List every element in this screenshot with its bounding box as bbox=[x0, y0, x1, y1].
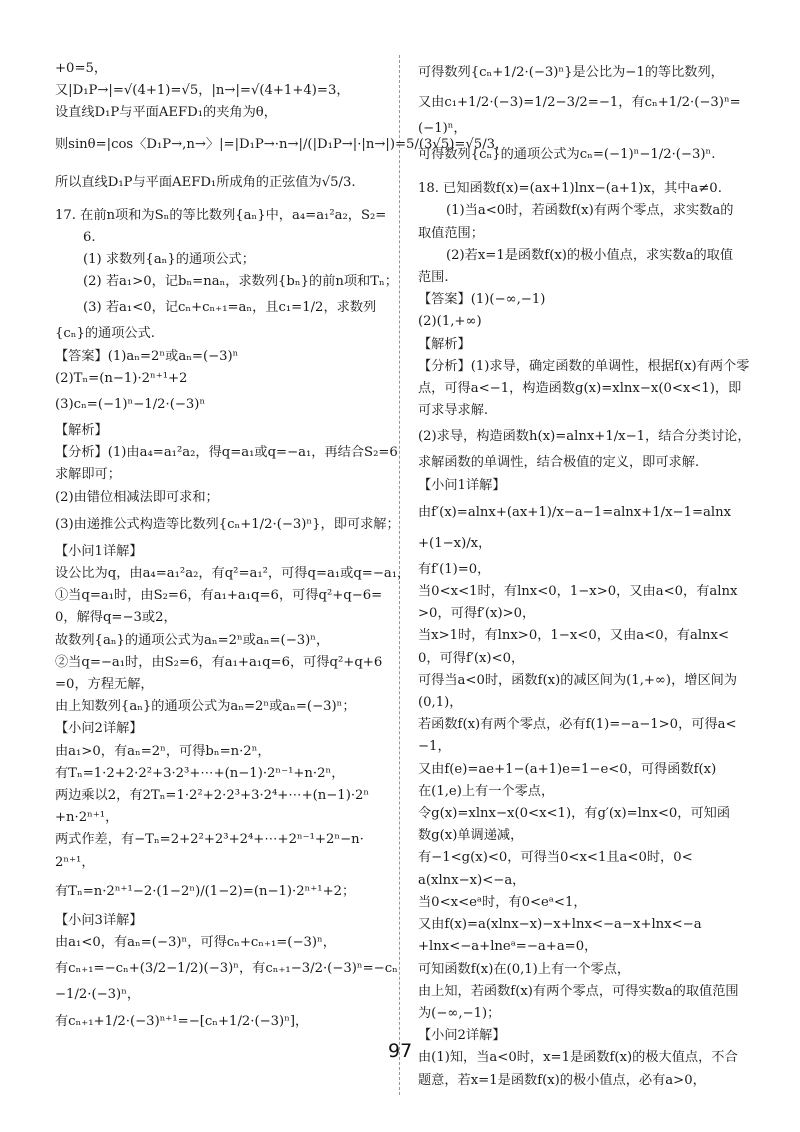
text-line: 【分析】(1)由a₄=a₁²a₂，得q=a₁或q=−a₁，再结合S₂=6 bbox=[55, 445, 398, 461]
text-line: 求解函数的单调性，结合极值的定义，即可求解. bbox=[418, 455, 700, 471]
text-line: 当0<x<eᵃ时，有0<eᵃ<1， bbox=[418, 894, 587, 910]
text-line: 可求导求解. bbox=[418, 403, 489, 419]
text-line: 又由c₁+1/2·(−3)=1/2−3/2=−1，有cₙ+1/2·(−3)ⁿ= bbox=[418, 95, 741, 110]
text-line: (3)cₙ=(−1)ⁿ−1/2·(−3)ⁿ bbox=[55, 397, 206, 413]
text-line: +lnx<−a+lneᵃ=−a+a=0， bbox=[418, 939, 598, 955]
text-line: =0，方程无解， bbox=[55, 677, 154, 693]
text-line: +0=5， bbox=[55, 61, 108, 76]
text-line: 当0<x<1时，有lnx<0，1−x>0，又由a<0，有alnx bbox=[418, 584, 738, 600]
right-column bbox=[418, 58, 768, 1092]
text-line: 两边乘以2，有2Tₙ=1·2²+2·2³+3·2⁴+⋯+(n−1)·2ⁿ bbox=[55, 788, 370, 804]
text-line: 由上知，若函数f(x)有两个零点，可得实数a的取值范围 bbox=[418, 983, 739, 999]
section-label: 【小问1详解】 bbox=[55, 543, 143, 559]
text-line: (2)Tₙ=(n−1)·2ⁿ⁺¹+2 bbox=[55, 370, 188, 386]
text-line: 若函数f(x)有两个零点，必有f(1)=−a−1>0，可得a< bbox=[418, 717, 737, 733]
text-line: 在(1,e)上有一个零点， bbox=[418, 783, 555, 799]
text-line: 0，解得q=−3或2， bbox=[55, 610, 177, 626]
text-line: −1， bbox=[418, 739, 451, 755]
formula-line: 有cₙ₊₁=−cₙ+(3/2−1/2)(−3)ⁿ，有cₙ₊₁−3/2·(−3)ⁿ=−cₙ bbox=[55, 961, 398, 977]
text-line: 由上知数列{aₙ}的通项公式为aₙ=2ⁿ或aₙ=(−3)ⁿ； bbox=[55, 699, 356, 715]
text-line: 取值范围； bbox=[418, 225, 484, 241]
text-line: 求解即可； bbox=[55, 467, 121, 483]
text-line: 设公比为q，由a₄=a₁²a₂，有q²=a₁²，可得q=a₁或q=−a₁， bbox=[55, 566, 411, 582]
text-line: (1)当a<0时，若函数f(x)有两个零点，求实数a的 bbox=[446, 203, 734, 219]
text-line: 又由f(x)=a(xlnx−x)−x+lnx<−a−x+lnx<−a bbox=[418, 917, 702, 933]
text-line: (−1)ⁿ， bbox=[418, 121, 467, 136]
page-number: 97 bbox=[388, 1040, 413, 1062]
text-line: 为(−∞,−1)； bbox=[418, 1005, 501, 1021]
text-line: (2)求导，构造函数h(x)=alnx+1/x−1，结合分类讨论， bbox=[418, 429, 751, 445]
text-line: ①当q=a₁时，由S₂=6，有a₁+a₁q=6，可得q²+q−6= bbox=[55, 588, 383, 604]
text-line: ②当q=−a₁时，由S₂=6，有a₁+a₁q=6，可得q²+q+6 bbox=[55, 654, 383, 670]
text-line: 可得当a<0时，函数f(x)的减区间为(1,+∞)，增区间为 bbox=[418, 672, 738, 688]
text-line: (2)(1,+∞) bbox=[418, 314, 482, 330]
formula-line: 有Tₙ=n·2ⁿ⁺¹−2·(1−2ⁿ)/(1−2)=(n−1)·2ⁿ⁺¹+2； bbox=[55, 883, 356, 899]
text-line: (3) 若a₁<0，记cₙ+cₙ₊₁=aₙ，且c₁=1/2，求数列 bbox=[83, 300, 377, 316]
text-line: 令g(x)=xlnx−x(0<x<1)，有g′(x)=lnx<0，可知函 bbox=[418, 806, 731, 822]
text-line: >0，可得f′(x)>0， bbox=[418, 606, 536, 622]
text-line: (3)由递推公式构造等比数列{cₙ+1/2·(−3)ⁿ}，即可求解； bbox=[55, 516, 400, 532]
text-line: 两式作差，有−Tₙ=2+2²+2³+2⁴+⋯+2ⁿ⁻¹+2ⁿ−n· bbox=[55, 832, 364, 848]
text-line: 设直线D₁P与平面AEFD₁的夹角为θ， bbox=[55, 105, 277, 121]
text-line: 有−1<g(x)<0，可得当0<x<1且a<0时，0< bbox=[418, 850, 693, 866]
text-line: 又|D₁P→|=√(4+1)=√5，|n→|=√(4+1+4)=3， bbox=[55, 83, 350, 99]
text-line: 范围. bbox=[418, 270, 449, 286]
section-label: 【小问2详解】 bbox=[55, 721, 143, 737]
text-line: 当x>1时，有lnx>0，1−x<0，又由a<0，有alnx< bbox=[418, 628, 730, 644]
answer-label: 【答案】(1)aₙ=2ⁿ或aₙ=(−3)ⁿ bbox=[55, 348, 239, 364]
text-line: 有f′(1)=0， bbox=[418, 561, 491, 577]
problem-17-title: 17. 在前n项和为Sₙ的等比数列{aₙ}中，a₄=a₁²a₂，S₂= bbox=[55, 207, 387, 223]
text-line: 由(1)知，当a<0时，x=1是函数f(x)的极大值点，不合 bbox=[418, 1050, 738, 1066]
answer-label: 【答案】(1)(−∞,−1) bbox=[418, 292, 546, 308]
section-label: 【小问3详解】 bbox=[55, 912, 143, 928]
text-line: 可得数列{cₙ+1/2·(−3)ⁿ}是公比为−1的等比数列， bbox=[418, 65, 724, 80]
text-line: (1) 求数列{aₙ}的通项公式； bbox=[83, 252, 255, 268]
formula-line: 则sinθ=|cos〈D₁P→,n→〉|=|D₁P→·n→|/(|D₁P→|·|n→|)=5/(3√5)=√5/3， bbox=[55, 136, 509, 152]
problem-18-title: 18. 已知函数f(x)=(ax+1)lnx−(a+1)x，其中a≠0. bbox=[418, 181, 722, 197]
text-line: (2)若x=1是函数f(x)的极小值点，求实数a的取值 bbox=[446, 247, 734, 263]
text-line: (0,1)， bbox=[418, 695, 463, 711]
text-line: (2)由错位相减法即可求和； bbox=[55, 489, 219, 505]
formula-line: 有cₙ₊₁+1/2·(−3)ⁿ⁺¹=−[cₙ+1/2·(−3)ⁿ]， bbox=[55, 1013, 309, 1029]
text-line: 0，可得f′(x)<0， bbox=[418, 650, 525, 666]
text-line: 点，可得a<−1，构造函数g(x)=xlnx−x(0<x<1)，即 bbox=[418, 381, 742, 397]
analysis-label: 【解析】 bbox=[55, 423, 108, 439]
text-line: 故数列{aₙ}的通项公式为aₙ=2ⁿ或aₙ=(−3)ⁿ， bbox=[55, 632, 330, 648]
text-line: (2) 若a₁>0，记bₙ=naₙ，求数列{bₙ}的前n项和Tₙ； bbox=[83, 274, 398, 290]
text-line: 有Tₙ=1·2+2·2²+3·2³+⋯+(n−1)·2ⁿ⁻¹+n·2ⁿ， bbox=[55, 765, 345, 781]
text-line: 6. bbox=[83, 229, 96, 245]
text-line: 可得数列{cₙ}的通项公式为cₙ=(−1)ⁿ−1/2·(−3)ⁿ. bbox=[418, 147, 716, 163]
section-label: 【小问2详解】 bbox=[418, 1028, 506, 1044]
section-label: 【小问1详解】 bbox=[418, 477, 506, 493]
text-line: 数g(x)单调递减， bbox=[418, 828, 524, 844]
formula-line: +(1−x)/x， bbox=[418, 535, 492, 551]
text-line: 题意，若x=1是函数f(x)的极小值点，必有a>0， bbox=[418, 1072, 706, 1088]
analysis-label: 【解析】 bbox=[418, 336, 471, 352]
text-line: +n·2ⁿ⁺¹， bbox=[55, 810, 119, 826]
formula-line: 由f′(x)=alnx+(ax+1)/x−a−1=alnx+1/x−1=alnx bbox=[418, 504, 732, 520]
text-line: 由a₁<0，有aₙ=(−3)ⁿ，可得cₙ+cₙ₊₁=(−3)ⁿ， bbox=[55, 935, 336, 951]
text-line: 又由f(e)=ae+1−(a+1)e=1−e<0，可得函数f(x) bbox=[418, 761, 717, 777]
text-line: a(xlnx−x)<−a， bbox=[418, 872, 526, 888]
text-line: 所以直线D₁P与平面AEFD₁所成角的正弦值为√5/3. bbox=[55, 174, 356, 190]
text-line: {cₙ}的通项公式. bbox=[55, 326, 156, 342]
text-line: 【分析】(1)求导，确定函数的单调性，根据f(x)有两个零 bbox=[418, 358, 750, 374]
text-line: −1/2·(−3)ⁿ， bbox=[55, 987, 141, 1003]
text-line: 2ⁿ⁺¹， bbox=[55, 854, 95, 870]
text-line: 由a₁>0，有aₙ=2ⁿ，可得bₙ=n·2ⁿ， bbox=[55, 743, 271, 759]
text-line: 可知函数f(x)在(0,1)上有一个零点， bbox=[418, 961, 631, 977]
